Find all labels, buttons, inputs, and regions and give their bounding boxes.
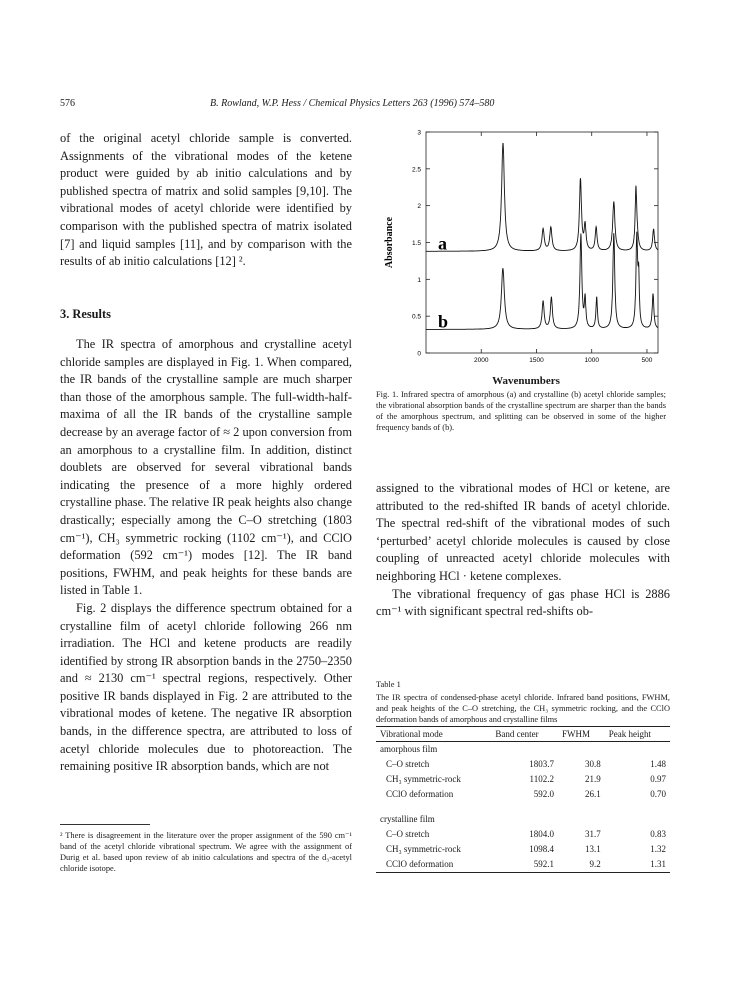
table-1 bbox=[376, 726, 670, 873]
x-tick-label: 1500 bbox=[529, 357, 544, 364]
table-row bbox=[376, 842, 670, 857]
cell: 13.1 bbox=[584, 844, 601, 854]
footnote: ² There is disagreement in the literature over the proper assignment of the 590 cm⁻¹ band of the acetyl chloride vibrational spectrum. We agree with the assignment of Durig et al. based upon review of ab initio calculations and spectra of the d₃-acetyl chloride isotope. bbox=[60, 831, 352, 873]
y-tick-label: 3 bbox=[417, 129, 421, 137]
table-row bbox=[376, 772, 670, 787]
results-text bbox=[60, 336, 352, 776]
section-heading: 3. Results bbox=[60, 307, 111, 321]
column-header: Peak height bbox=[605, 727, 670, 742]
y-tick-label: 0 bbox=[417, 350, 421, 358]
cell: 1804.0 bbox=[529, 829, 554, 839]
figure-1-chart bbox=[376, 110, 676, 375]
spacer-row bbox=[376, 802, 670, 812]
running-title: B. Rowland, W.P. Hess / Chemical Physics Letters 263 (1996) 574–580 bbox=[210, 98, 495, 109]
cell: C–O stretch bbox=[386, 829, 430, 839]
table-row bbox=[376, 787, 670, 802]
y-tick-label: 2.5 bbox=[411, 166, 421, 174]
page-number: 576 bbox=[60, 98, 75, 109]
cell: CH₃ symmetric-rock bbox=[386, 774, 461, 784]
intro-paragraph-continuation bbox=[60, 130, 352, 271]
cell: 1803.7 bbox=[529, 759, 554, 769]
table-row bbox=[376, 827, 670, 842]
series-label-b: b bbox=[438, 311, 449, 332]
table-row bbox=[376, 857, 670, 873]
x-tick-label: 1000 bbox=[584, 357, 599, 364]
paragraph: The IR spectra of amorphous and crystalline acetyl chloride samples are displayed in Fig. 1. When compared, the IR bands of the crystalline sample are much sharper than those of the amorphous sample. The full-width-half-maxima of all the IR bands of the crystalline sample decrease by an average factor of ≈ 2 upon conversion from an amorphous to a crystalline film. In addition, distinct doublets are observed for several vibrational bands indicating the presence of a more highly ordered crystalline phase. The relative IR peak heights also change drastically; especially among the C–O stretching (1803 cm⁻¹), CH₃ symmetric rocking (1102 cm⁻¹), and CClO deformation (592 cm⁻¹) modes [12]. The IR band positions, FWHM, and peak heights for these bands are listed in Table 1. bbox=[60, 337, 352, 598]
cell: CClO deformation bbox=[376, 857, 491, 873]
paragraph: assigned to the vibrational modes of HCl or ketene, are attributed to the red-shifted IR bands of acetyl chloride. The spectral red-shift of the vibrational modes of such ‘perturbed’ acetyl chloride molecules is caused by close coupling of unreacted acetyl chloride molecules with neighboring HCl · ketene complexes. bbox=[376, 481, 670, 583]
right-column-text bbox=[376, 480, 670, 621]
paragraph: The vibrational frequency of gas phase HCl is 2886 cm⁻¹ with significant spectral red-shifts ob- bbox=[376, 586, 670, 619]
y-axis-label: Absorbance bbox=[384, 216, 395, 269]
table-header-row bbox=[376, 727, 670, 742]
cell: CClO deformation bbox=[386, 789, 454, 799]
column-header: FWHM bbox=[558, 727, 605, 742]
y-tick-label: 1.5 bbox=[411, 240, 421, 247]
plot-frame bbox=[426, 132, 658, 353]
group-row bbox=[376, 812, 670, 827]
cell: 1.32 bbox=[650, 844, 666, 854]
column-header: Band center bbox=[491, 727, 558, 742]
y-tick-label: 2 bbox=[417, 203, 421, 211]
y-tick-label: 1 bbox=[417, 276, 421, 284]
cell: 0.97 bbox=[650, 774, 666, 784]
table-description: The IR spectra of condensed-phase acetyl chloride. Infrared band positions, FWHM, and peak heights of the C–O stretching, the CH₃ symmetric rocking, and the CClO deformation bands of amorphous and crystalline films bbox=[376, 693, 670, 724]
cell: CH₃ symmetric-rock bbox=[386, 844, 461, 854]
footnote-rule bbox=[60, 824, 150, 825]
cell: 1102.2 bbox=[529, 774, 554, 784]
cell: 1.48 bbox=[650, 759, 666, 769]
cell: 592.1 bbox=[491, 857, 558, 873]
series-label-a: a bbox=[438, 233, 447, 254]
paragraph: of the original acetyl chloride sample is converted. Assignments of the vibrational modes of the ketene product were guided by ab initio calculations and by published spectra of matrix and solid samples [9,10]. The vibrational modes of acetyl chloride were identified by comparison with the published spectra of matrix isolated [7] and liquid samples [11], and by comparison with the results of ab initio calculations [12] ². bbox=[60, 131, 352, 269]
group-label: crystalline film bbox=[380, 814, 435, 824]
series-line-a bbox=[426, 143, 658, 254]
cell: 0.70 bbox=[650, 789, 666, 799]
cell: 1.31 bbox=[605, 857, 670, 873]
cell: 30.8 bbox=[584, 759, 601, 769]
table-label: Table 1 bbox=[376, 680, 401, 689]
cell: 592.0 bbox=[533, 789, 554, 799]
cell: 31.7 bbox=[584, 829, 601, 839]
cell: 1098.4 bbox=[529, 844, 554, 854]
cell: 0.83 bbox=[650, 829, 666, 839]
y-tick-label: 0.5 bbox=[411, 313, 421, 321]
table-caption bbox=[376, 679, 670, 725]
x-tick-label: 500 bbox=[641, 357, 653, 364]
paragraph: Fig. 2 displays the difference spectrum obtained for a crystalline film of acetyl chloride following 266 nm irradiation. The HCl and ketene products are readily identified by strong IR absorption bands in the 2750–2350 and ≈ 2130 cm⁻¹ spectral regions, respectively. Other positive IR bands displayed in Fig. 2 are attributed to the vibrational modes of ketene. The negative IR absorption bands, in the difference spectra, are attributed to loss of acetyl chloride molecules due to photoreaction. The remaining positive IR absorption bands, which are not bbox=[60, 600, 352, 774]
cell: C–O stretch bbox=[386, 759, 430, 769]
series-line-b bbox=[426, 232, 658, 330]
x-axis-label: Wavenumbers bbox=[492, 375, 560, 387]
group-row bbox=[376, 742, 670, 758]
cell: 26.1 bbox=[584, 789, 601, 799]
x-tick-label: 2000 bbox=[474, 357, 489, 364]
cell: 21.9 bbox=[584, 774, 601, 784]
table-row bbox=[376, 757, 670, 772]
column-header: Vibrational mode bbox=[376, 727, 491, 742]
figure-caption: Fig. 1. Infrared spectra of amorphous (a) and crystalline (b) acetyl chloride samples; the vibrational absorption bands of the crystalline spectrum are sharper than the bands of the amorphous spectrum, and splitting can be observed in some of the higher frequency bands of (b). bbox=[376, 390, 666, 432]
cell: 9.2 bbox=[558, 857, 605, 873]
group-label: amorphous film bbox=[380, 744, 438, 754]
